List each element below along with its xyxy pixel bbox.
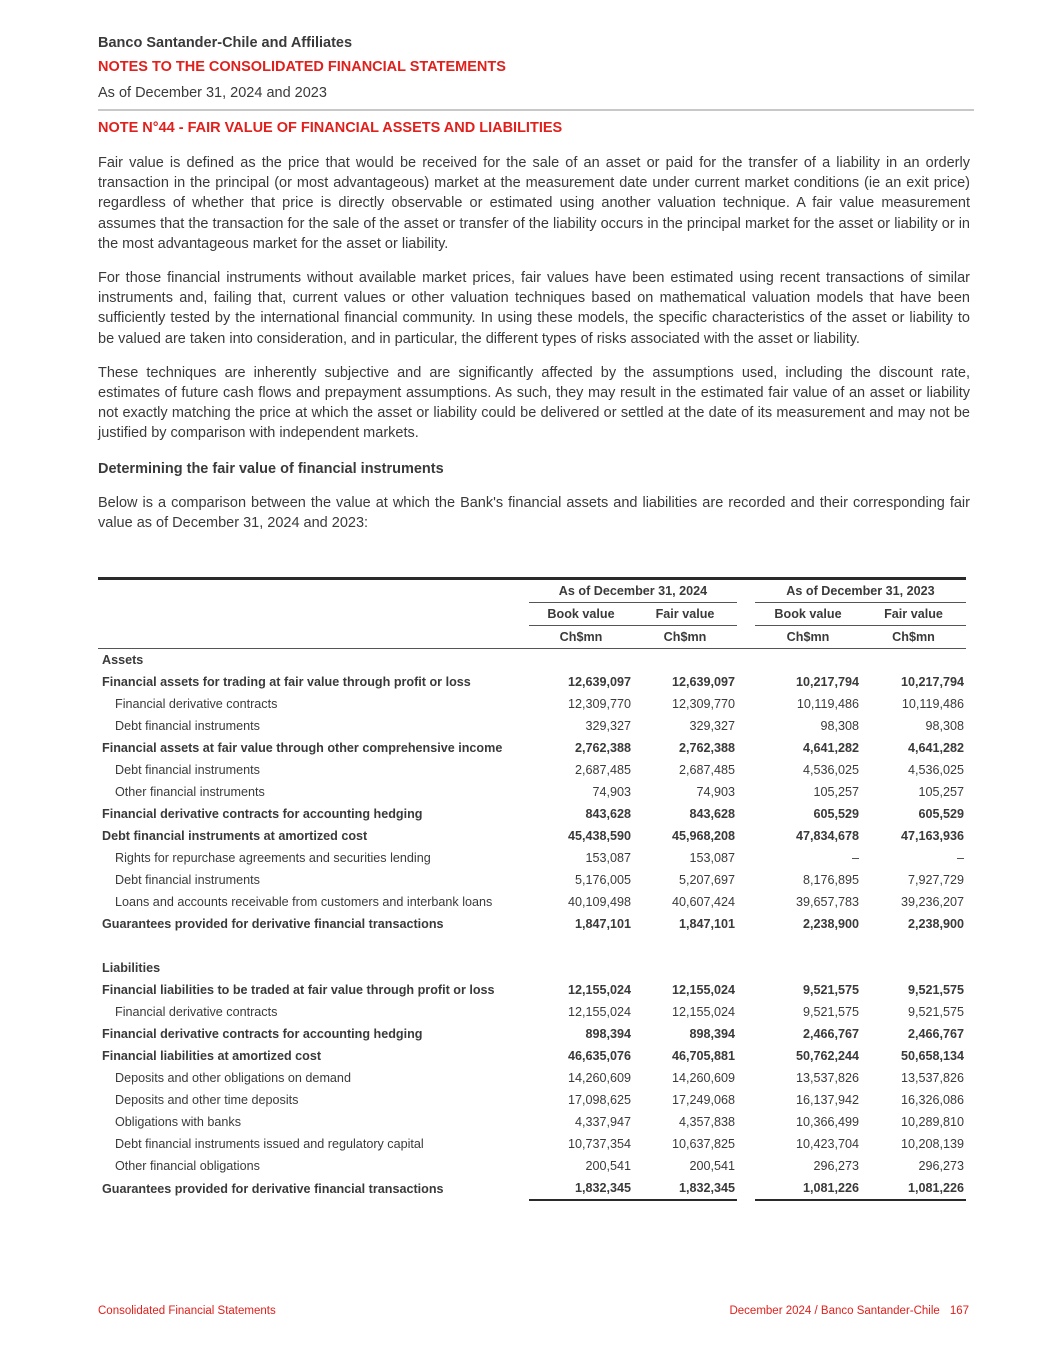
row-value: 1,832,345 (633, 1177, 737, 1200)
row-value: 10,119,486 (796, 697, 859, 711)
row-value: 10,119,486 (901, 697, 964, 711)
table-row (98, 693, 966, 715)
row-value: 10,737,354 (567, 1137, 631, 1151)
row-value: 10,366,499 (795, 1115, 859, 1129)
row-value: 2,238,900 (907, 917, 964, 931)
table-row (98, 803, 966, 825)
row-value: 4,641,282 (802, 741, 859, 755)
row-value: 296,273 (918, 1159, 964, 1173)
row-label: Guarantees provided for derivative financial transactions (102, 1181, 444, 1196)
row-value: 2,466,767 (802, 1027, 859, 1041)
row-value: 98,308 (820, 719, 859, 733)
row-label: Other financial obligations (115, 1159, 260, 1173)
table-row (98, 715, 966, 737)
row-value: 50,658,134 (900, 1049, 964, 1063)
header-2024: As of December 31, 2024 (529, 579, 737, 603)
row-value: 39,236,207 (900, 895, 964, 909)
table-row (98, 1023, 966, 1045)
row-value: 4,536,025 (907, 763, 964, 777)
footer-right-text: December 2024 / Banco Santander-Chile (729, 1305, 940, 1317)
row-value: 17,249,068 (671, 1093, 735, 1107)
row-label: Financial assets for trading at fair value through profit or loss (102, 675, 471, 689)
row-value: 47,163,936 (900, 829, 964, 843)
row-value: 16,137,942 (795, 1093, 859, 1107)
row-value: 14,260,609 (567, 1071, 631, 1085)
page-content (98, 32, 970, 533)
table-row (98, 1089, 966, 1111)
row-value: 74,903 (696, 785, 735, 799)
col-fair-value-2023: Fair value (884, 607, 943, 621)
unit-label: Ch$mn (861, 626, 966, 649)
row-label: Financial derivative contracts for accounting hedging (102, 807, 423, 821)
table-header-column-row (98, 603, 966, 626)
table-row (98, 759, 966, 781)
row-value: 105,257 (813, 785, 859, 799)
unit-label: Ch$mn (755, 626, 861, 649)
row-value: 4,536,025 (802, 763, 859, 777)
row-value: 605,529 (918, 807, 964, 821)
paragraph: Fair value is defined as the price that would be received for the sale of an asset or paid for the transfer of a liability in an orderly transaction in the principal (or most advantageous) market at the measurement date under current market conditions (ie an exit price) regardless of whether that price is directly observable or estimated using another valuation technique. A fair value measurement assumes that the transaction for the sale of the asset or transfer of the liability occurs in the principal market for the asset or liability or in the most advantageous market for the asset or liability. (98, 155, 970, 252)
row-label: Debt financial instruments issued and regulatory capital (115, 1137, 424, 1151)
row-value: 153,087 (585, 851, 631, 865)
row-value: 1,847,101 (678, 917, 735, 931)
row-label: Obligations with banks (115, 1115, 242, 1129)
row-label: Debt financial instruments (115, 763, 260, 777)
note-heading: NOTE N°44 - FAIR VALUE OF FINANCIAL ASSETS AND LIABILITIES (98, 120, 563, 136)
row-value: 329,327 (689, 719, 735, 733)
row-value: 10,217,794 (900, 675, 964, 689)
footer-right (729, 1305, 969, 1317)
table-row (98, 781, 966, 803)
row-value: 2,466,767 (907, 1027, 964, 1041)
company-name: Banco Santander-Chile and Affiliates (98, 35, 353, 51)
assets-section (98, 649, 966, 672)
row-value: 9,521,575 (802, 983, 859, 997)
table-row (98, 1067, 966, 1089)
table-row (98, 1155, 966, 1177)
row-value: 46,635,076 (567, 1049, 631, 1063)
section-subheading: Determining the fair value of financial instruments (98, 460, 444, 477)
liabilities-section-label: Liabilities (102, 961, 161, 975)
table-row (98, 1177, 966, 1200)
table-row (98, 1133, 966, 1155)
row-value: 12,309,770 (671, 697, 735, 711)
row-value: 2,762,388 (678, 741, 735, 755)
table-row (98, 737, 966, 759)
row-value: 2,687,485 (574, 763, 631, 777)
row-label: Debt financial instruments (115, 873, 260, 887)
fair-value-table (98, 577, 966, 1201)
row-label: Debt financial instruments (115, 719, 260, 733)
as-of-date: As of December 31, 2024 and 2023 (98, 85, 327, 101)
row-label: Financial derivative contracts for accounting hedging (102, 1027, 423, 1041)
notes-title: NOTES TO THE CONSOLIDATED FINANCIAL STATEMENTS (98, 59, 506, 75)
row-value: 9,521,575 (907, 983, 964, 997)
row-value: 9,521,575 (907, 1005, 964, 1019)
row-value: 12,639,097 (567, 675, 631, 689)
col-book-value-2023: Book value (774, 607, 842, 621)
row-value: 4,337,947 (574, 1115, 631, 1129)
row-value: 17,098,625 (567, 1093, 631, 1107)
row-value: 843,628 (585, 807, 631, 821)
row-value: 12,639,097 (671, 675, 735, 689)
footer-left: Consolidated Financial Statements (98, 1305, 276, 1317)
row-value: 40,109,498 (567, 895, 631, 909)
row-value: 13,537,826 (795, 1071, 859, 1085)
row-value: – (851, 851, 859, 865)
row-value: 12,309,770 (567, 697, 631, 711)
row-value: 47,834,678 (795, 829, 859, 843)
row-value: 10,637,825 (671, 1137, 735, 1151)
table-row (98, 1111, 966, 1133)
row-label: Other financial instruments (115, 785, 265, 799)
row-value: 605,529 (813, 807, 859, 821)
row-value: 12,155,024 (567, 1005, 631, 1019)
row-value: 7,927,729 (907, 873, 964, 887)
row-value: 45,968,208 (671, 829, 735, 843)
row-value: 8,176,895 (802, 873, 859, 887)
row-value: 50,762,244 (795, 1049, 859, 1063)
row-value: 1,081,226 (755, 1177, 861, 1200)
table-header-group-row (98, 579, 966, 603)
row-value: 98,308 (925, 719, 964, 733)
row-value: 14,260,609 (671, 1071, 735, 1085)
paragraph: For those financial instruments without available market prices, fair values have been estimated using recent transactions of similar instruments and, failing that, current values or other valuation techniques based on mathematical valuation models that have been sufficiently tested by the international financial community. In using these models, the specific characteristics of the asset or liability to be valued are taken into consideration, and in particular, the different types of risks associated with the asset or liability. (98, 270, 970, 347)
row-value: 898,394 (689, 1027, 735, 1041)
table-row (98, 869, 966, 891)
row-label: Financial assets at fair value through other comprehensive income (102, 741, 503, 755)
row-value: 13,537,826 (900, 1071, 964, 1085)
row-label: Deposits and other obligations on demand (115, 1071, 351, 1085)
row-value: 105,257 (918, 785, 964, 799)
row-value: 9,521,575 (802, 1005, 859, 1019)
liabilities-section (98, 957, 966, 979)
col-fair-value-2024: Fair value (655, 607, 715, 621)
table-row (98, 825, 966, 847)
unit-label: Ch$mn (633, 626, 737, 649)
row-value: 74,903 (592, 785, 631, 799)
intro-paragraph: Below is a comparison between the value at which the Bank's financial assets and liabilities are recorded and their corresponding fair value as of December 31, 2024 and 2023: (98, 494, 970, 531)
row-value: 46,705,881 (671, 1049, 735, 1063)
table-row (98, 913, 966, 935)
row-label: Rights for repurchase agreements and securities lending (115, 851, 431, 865)
spacer-row (98, 935, 966, 957)
row-label: Financial derivative contracts (115, 697, 278, 711)
row-value: 329,327 (585, 719, 631, 733)
table-row (98, 671, 966, 693)
row-value: 10,289,810 (900, 1115, 964, 1129)
row-value: 4,357,838 (678, 1115, 735, 1129)
row-label: Guarantees provided for derivative financial transactions (102, 917, 444, 931)
row-value: 12,155,024 (671, 983, 735, 997)
row-value: 12,155,024 (567, 983, 631, 997)
row-value: 200,541 (689, 1159, 735, 1173)
assets-section-label: Assets (102, 653, 144, 667)
page-number: 167 (949, 1305, 969, 1317)
table-row (98, 1001, 966, 1023)
table-header-unit-row (98, 626, 966, 649)
row-value: 5,207,697 (678, 873, 735, 887)
header-2023: As of December 31, 2023 (755, 579, 966, 603)
row-value: 153,087 (689, 851, 735, 865)
row-value: 5,176,005 (574, 873, 631, 887)
row-value: 1,081,226 (861, 1177, 966, 1200)
row-value: 45,438,590 (567, 829, 631, 843)
row-value: 898,394 (585, 1027, 631, 1041)
row-value: 10,423,704 (795, 1137, 859, 1151)
paragraph: These techniques are inherently subjective and are significantly affected by the assumptions used, including the discount rate, estimates of future cash flows and prepayment assumptions. As such, they may result in the estimated fair value of an asset or liability not exactly matching the price at which the asset or liability could be delivered or settled at the date of its measurement and may not be justified by comparison with independent markets. (98, 364, 970, 442)
row-value: 200,541 (585, 1159, 631, 1173)
row-value: 2,687,485 (678, 763, 735, 777)
row-value: 16,326,086 (900, 1093, 964, 1107)
row-label: Financial liabilities to be traded at fair value through profit or loss (102, 983, 495, 997)
row-value: 12,155,024 (671, 1005, 735, 1019)
row-label: Deposits and other time deposits (115, 1093, 299, 1107)
row-value: 1,832,345 (529, 1177, 633, 1200)
row-value: 4,641,282 (907, 741, 964, 755)
col-book-value-2024: Book value (547, 607, 615, 621)
row-value: 10,208,139 (900, 1137, 964, 1151)
table-row (98, 891, 966, 913)
row-value: 296,273 (813, 1159, 859, 1173)
row-value: 39,657,783 (795, 895, 859, 909)
row-value: 1,847,101 (574, 917, 631, 931)
row-label: Loans and accounts receivable from customers and interbank loans (115, 895, 493, 909)
table-row (98, 979, 966, 1001)
unit-label: Ch$mn (529, 626, 633, 649)
row-label: Debt financial instruments at amortized cost (102, 829, 368, 843)
row-label: Financial liabilities at amortized cost (102, 1049, 322, 1063)
row-value: 843,628 (689, 807, 735, 821)
row-value: – (956, 851, 964, 865)
row-value: 2,238,900 (802, 917, 859, 931)
row-value: 2,762,388 (574, 741, 631, 755)
table-row (98, 1045, 966, 1067)
header-divider (98, 109, 974, 111)
table-row (98, 847, 966, 869)
row-label: Financial derivative contracts (115, 1005, 278, 1019)
row-value: 40,607,424 (671, 895, 735, 909)
row-value: 10,217,794 (795, 675, 859, 689)
